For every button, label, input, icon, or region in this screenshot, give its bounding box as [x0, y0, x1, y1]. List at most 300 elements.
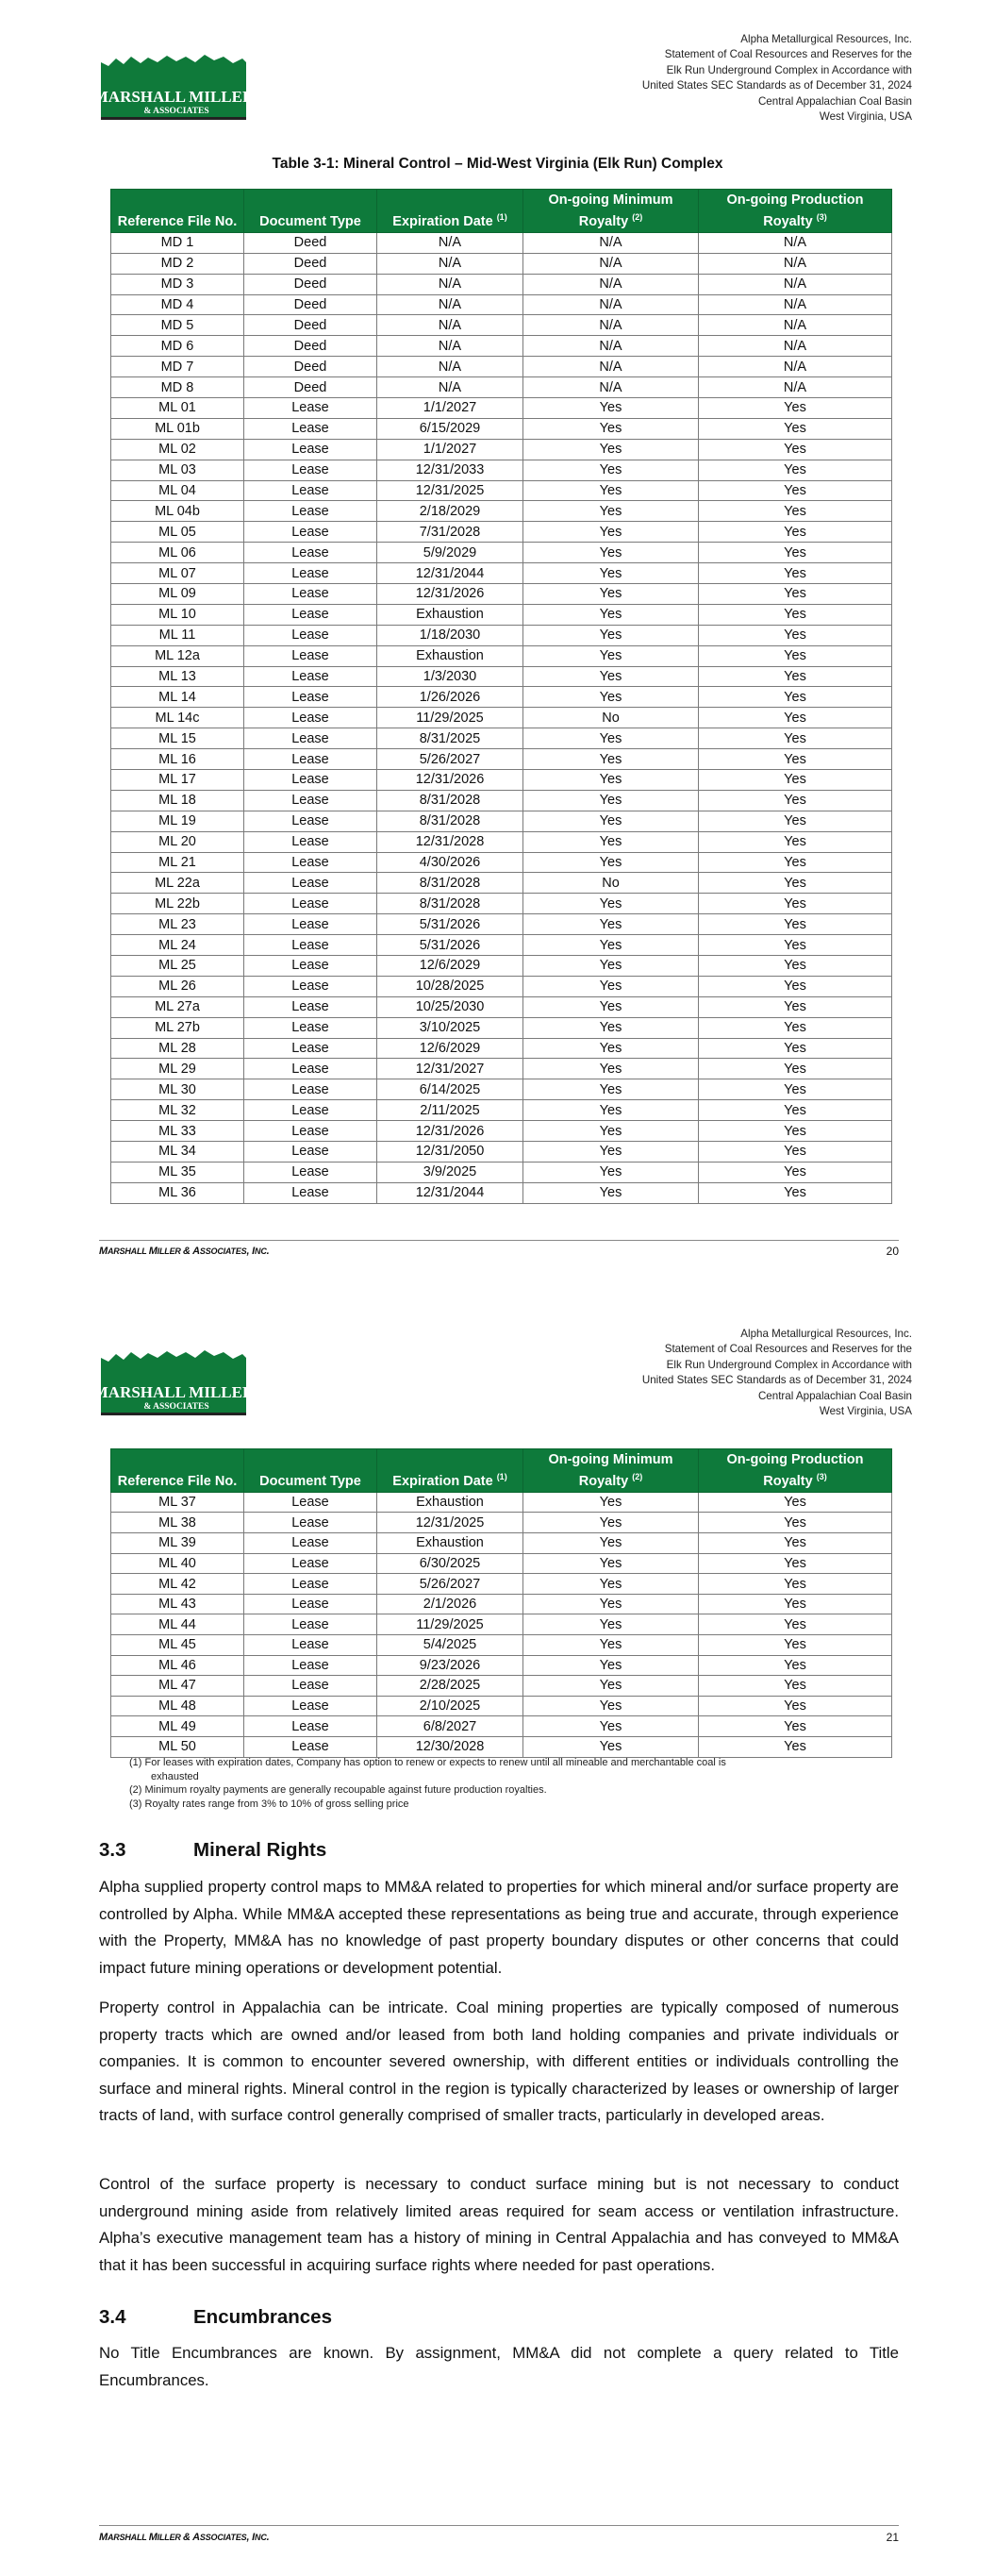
table-row — [111, 1038, 892, 1059]
cell-expiration-date: 7/31/2028 — [377, 522, 523, 543]
cell-expiration-date: 5/4/2025 — [377, 1634, 523, 1655]
cell-minimum-royalty: Yes — [523, 543, 699, 563]
cell-production-royalty: N/A — [699, 294, 892, 315]
table-row — [111, 852, 892, 873]
cell-document-type: Deed — [244, 336, 377, 357]
table-row — [111, 501, 892, 522]
cell-minimum-royalty: Yes — [523, 852, 699, 873]
cell-document-type: Lease — [244, 666, 377, 687]
table-row — [111, 397, 892, 418]
cell-expiration-date: N/A — [377, 232, 523, 253]
section-heading-encumbrances: 3.4 Encumbrances — [99, 2306, 332, 2328]
cell-reference: ML 02 — [111, 439, 244, 460]
table-row — [111, 315, 892, 336]
cell-reference: ML 37 — [111, 1492, 244, 1513]
cell-minimum-royalty: Yes — [523, 604, 699, 625]
cell-production-royalty: Yes — [699, 831, 892, 852]
cell-expiration-date: 1/26/2026 — [377, 687, 523, 708]
cell-production-royalty: Yes — [699, 852, 892, 873]
cell-expiration-date: 12/31/2027 — [377, 1059, 523, 1079]
cell-minimum-royalty: Yes — [523, 894, 699, 914]
cell-document-type: Lease — [244, 1182, 377, 1203]
cell-expiration-date: 1/1/2027 — [377, 397, 523, 418]
cell-production-royalty: Yes — [699, 811, 892, 831]
logo-text-top: MARSHALL MILLER — [99, 88, 248, 106]
cell-document-type: Lease — [244, 852, 377, 873]
header-line: Alpha Metallurgical Resources, Inc. — [740, 1328, 912, 1340]
cell-reference: ML 39 — [111, 1533, 244, 1554]
cell-expiration-date: 12/31/2025 — [377, 1513, 523, 1533]
cell-minimum-royalty: Yes — [523, 1696, 699, 1716]
paragraph: Control of the surface property is necessary to conduct surface mining but is not necessary to conduct underground mining aside from relatively limited areas required for seam access or ventilation infrastructure. Alpha’s executive management team has a history of mining in Central Appalachia and has conveyed to MM&A that it has been successful in acquiring surface rights where needed for past operations. — [99, 2175, 899, 2274]
cell-expiration-date: N/A — [377, 253, 523, 274]
column-header-expiration-date: Expiration Date $^{(1)}$ — [377, 190, 523, 233]
cell-minimum-royalty: Yes — [523, 439, 699, 460]
cell-document-type: Lease — [244, 687, 377, 708]
cell-reference: MD 8 — [111, 377, 244, 398]
cell-production-royalty: Yes — [699, 749, 892, 770]
cell-minimum-royalty: Yes — [523, 1182, 699, 1203]
cell-document-type: Lease — [244, 873, 377, 894]
cell-minimum-royalty: Yes — [523, 1017, 699, 1038]
cell-reference: ML 27a — [111, 996, 244, 1017]
cell-minimum-royalty: N/A — [523, 294, 699, 315]
cell-document-type: Lease — [244, 749, 377, 770]
cell-minimum-royalty: Yes — [523, 666, 699, 687]
column-header-production-royalty: On-going Production Royalty $^{(3)}$ — [699, 190, 892, 233]
cell-document-type: Lease — [244, 583, 377, 604]
cell-expiration-date: 2/10/2025 — [377, 1696, 523, 1716]
cell-document-type: Lease — [244, 1100, 377, 1121]
column-header-minimum-royalty: On-going Minimum Royalty $^{(2)}$ — [523, 1449, 699, 1493]
cell-reference: ML 45 — [111, 1634, 244, 1655]
cell-reference: ML 36 — [111, 1182, 244, 1203]
cell-reference: ML 15 — [111, 728, 244, 749]
cell-document-type: Lease — [244, 1079, 377, 1100]
table-row — [111, 976, 892, 996]
cell-production-royalty: Yes — [699, 956, 892, 977]
cell-reference: MD 4 — [111, 294, 244, 315]
cell-expiration-date: 8/31/2028 — [377, 790, 523, 811]
cell-minimum-royalty: Yes — [523, 397, 699, 418]
marshall-miller-logo — [99, 1345, 248, 1424]
paragraph: Alpha supplied property control maps to MM&A related to properties for which mineral and/or surface property are controlled by Alpha. While MM&A accepted these representations as being true and accurate, through experience with the Property, MM&A has no knowledge of past property boundary disputes or other concerns that could impact future mining operations or development potential. — [99, 1878, 899, 1977]
cell-minimum-royalty: Yes — [523, 996, 699, 1017]
cell-production-royalty: Yes — [699, 1574, 892, 1595]
cell-document-type: Lease — [244, 1038, 377, 1059]
cell-document-type: Lease — [244, 1121, 377, 1142]
header-line: United States SEC Standards as of December 31, 2024 — [641, 79, 912, 92]
cell-reference: ML 11 — [111, 625, 244, 645]
paragraph: No Title Encumbrances are known. By assignment, MM&A did not complete a query related to Title Encumbrances. — [99, 2344, 899, 2389]
cell-minimum-royalty: Yes — [523, 1736, 699, 1757]
footnote-2: (2) Minimum royalty payments are generally recoupable against future production royalties. — [129, 1784, 547, 1796]
table-row — [111, 1676, 892, 1697]
cell-document-type: Lease — [244, 790, 377, 811]
cell-expiration-date: 12/31/2026 — [377, 769, 523, 790]
cell-expiration-date: 2/1/2026 — [377, 1594, 523, 1614]
cell-expiration-date: 12/31/2044 — [377, 1182, 523, 1203]
cell-document-type: Lease — [244, 811, 377, 831]
cell-production-royalty: Yes — [699, 1182, 892, 1203]
cell-expiration-date: 12/31/2026 — [377, 583, 523, 604]
cell-expiration-date: 12/30/2028 — [377, 1736, 523, 1757]
cell-expiration-date: N/A — [377, 315, 523, 336]
cell-reference: ML 01 — [111, 397, 244, 418]
header-line: Elk Run Underground Complex in Accordance with — [666, 1358, 912, 1371]
table-row — [111, 935, 892, 956]
table-row — [111, 1574, 892, 1595]
table-header-row — [111, 1449, 892, 1493]
cell-production-royalty: Yes — [699, 996, 892, 1017]
cell-minimum-royalty: Yes — [523, 728, 699, 749]
table-row — [111, 1614, 892, 1635]
cell-production-royalty: Yes — [699, 1162, 892, 1182]
cell-expiration-date: 12/31/2044 — [377, 563, 523, 584]
cell-minimum-royalty: Yes — [523, 831, 699, 852]
cell-expiration-date: 1/18/2030 — [377, 625, 523, 645]
cell-expiration-date: N/A — [377, 294, 523, 315]
footer-rule — [99, 1240, 899, 1241]
cell-document-type: Deed — [244, 232, 377, 253]
cell-production-royalty: Yes — [699, 1121, 892, 1142]
cell-production-royalty: Yes — [699, 728, 892, 749]
header-line: Elk Run Underground Complex in Accordance with — [666, 63, 912, 76]
cell-production-royalty: Yes — [699, 914, 892, 935]
cell-expiration-date: N/A — [377, 357, 523, 377]
table-footnotes — [129, 1756, 884, 1811]
cell-expiration-date: Exhaustion — [377, 1533, 523, 1554]
cell-document-type: Lease — [244, 418, 377, 439]
cell-minimum-royalty: Yes — [523, 976, 699, 996]
column-header-document-type: Document Type — [244, 190, 377, 233]
cell-production-royalty: Yes — [699, 522, 892, 543]
cell-production-royalty: Yes — [699, 687, 892, 708]
cell-expiration-date: 6/14/2025 — [377, 1079, 523, 1100]
cell-production-royalty: N/A — [699, 315, 892, 336]
cell-minimum-royalty: Yes — [523, 1594, 699, 1614]
cell-minimum-royalty: Yes — [523, 522, 699, 543]
cell-reference: ML 14c — [111, 708, 244, 728]
cell-expiration-date: 12/6/2029 — [377, 956, 523, 977]
cell-reference: ML 32 — [111, 1100, 244, 1121]
table-row — [111, 1513, 892, 1533]
cell-production-royalty: Yes — [699, 1492, 892, 1513]
cell-document-type: Lease — [244, 645, 377, 666]
cell-production-royalty: N/A — [699, 336, 892, 357]
cell-reference: ML 28 — [111, 1038, 244, 1059]
table-row — [111, 873, 892, 894]
table-row — [111, 1655, 892, 1676]
cell-expiration-date: 4/30/2026 — [377, 852, 523, 873]
mineral-control-table — [110, 189, 892, 1204]
cell-minimum-royalty: Yes — [523, 501, 699, 522]
cell-minimum-royalty: Yes — [523, 1655, 699, 1676]
table-row — [111, 1634, 892, 1655]
table-row — [111, 831, 892, 852]
table-row — [111, 790, 892, 811]
cell-minimum-royalty: Yes — [523, 1553, 699, 1574]
cell-reference: MD 1 — [111, 232, 244, 253]
cell-document-type: Lease — [244, 460, 377, 480]
cell-expiration-date: 12/31/2028 — [377, 831, 523, 852]
cell-expiration-date: 10/25/2030 — [377, 996, 523, 1017]
header-line: United States SEC Standards as of December 31, 2024 — [641, 1374, 912, 1387]
cell-expiration-date: 5/9/2029 — [377, 543, 523, 563]
cell-production-royalty: Yes — [699, 976, 892, 996]
cell-document-type: Lease — [244, 894, 377, 914]
header-line: Statement of Coal Resources and Reserves for the — [664, 1343, 912, 1356]
cell-document-type: Deed — [244, 377, 377, 398]
cell-production-royalty: Yes — [699, 1634, 892, 1655]
table-row — [111, 1696, 892, 1716]
cell-production-royalty: Yes — [699, 604, 892, 625]
table-row — [111, 377, 892, 398]
cell-document-type: Lease — [244, 831, 377, 852]
cell-reference: ML 25 — [111, 956, 244, 977]
cell-minimum-royalty: Yes — [523, 645, 699, 666]
cell-production-royalty: N/A — [699, 274, 892, 294]
cell-reference: ML 22b — [111, 894, 244, 914]
cell-minimum-royalty: No — [523, 873, 699, 894]
cell-minimum-royalty: Yes — [523, 1100, 699, 1121]
table-row — [111, 1121, 892, 1142]
cell-reference: ML 43 — [111, 1594, 244, 1614]
cell-reference: ML 12a — [111, 645, 244, 666]
cell-document-type: Lease — [244, 914, 377, 935]
cell-production-royalty: N/A — [699, 377, 892, 398]
cell-reference: ML 48 — [111, 1696, 244, 1716]
cell-document-type: Lease — [244, 625, 377, 645]
cell-document-type: Lease — [244, 1017, 377, 1038]
cell-production-royalty: Yes — [699, 1513, 892, 1533]
cell-production-royalty: Yes — [699, 1655, 892, 1676]
cell-document-type: Lease — [244, 956, 377, 977]
cell-minimum-royalty: N/A — [523, 253, 699, 274]
cell-production-royalty: Yes — [699, 708, 892, 728]
cell-minimum-royalty: N/A — [523, 315, 699, 336]
table-row — [111, 418, 892, 439]
footer-rule — [99, 2525, 899, 2526]
table-row — [111, 996, 892, 1017]
cell-reference: ML 24 — [111, 935, 244, 956]
cell-document-type: Lease — [244, 1594, 377, 1614]
cell-production-royalty: Yes — [699, 935, 892, 956]
cell-document-type: Lease — [244, 1574, 377, 1595]
cell-reference: MD 2 — [111, 253, 244, 274]
table-row — [111, 583, 892, 604]
footnote-1-continued: exhausted — [151, 1770, 199, 1782]
cell-minimum-royalty: Yes — [523, 1059, 699, 1079]
cell-reference: MD 3 — [111, 274, 244, 294]
cell-reference: ML 04 — [111, 480, 244, 501]
cell-minimum-royalty: N/A — [523, 357, 699, 377]
footer-company: MARSHALL MILLER & ASSOCIATES, INC. — [99, 2532, 270, 2543]
cell-minimum-royalty: Yes — [523, 418, 699, 439]
cell-expiration-date: 3/9/2025 — [377, 1162, 523, 1182]
table-row — [111, 604, 892, 625]
cell-expiration-date: 5/31/2026 — [377, 935, 523, 956]
cell-document-type: Lease — [244, 1716, 377, 1737]
header-line: Statement of Coal Resources and Reserves for the — [664, 48, 912, 61]
table-row — [111, 1553, 892, 1574]
cell-document-type: Lease — [244, 769, 377, 790]
table-row — [111, 1059, 892, 1079]
cell-expiration-date: 6/30/2025 — [377, 1553, 523, 1574]
cell-reference: ML 47 — [111, 1676, 244, 1697]
cell-production-royalty: Yes — [699, 583, 892, 604]
cell-production-royalty: Yes — [699, 645, 892, 666]
cell-document-type: Lease — [244, 1513, 377, 1533]
table-row — [111, 1533, 892, 1554]
cell-minimum-royalty: N/A — [523, 336, 699, 357]
cell-production-royalty: N/A — [699, 253, 892, 274]
cell-document-type: Lease — [244, 1696, 377, 1716]
paragraph: Property control in Appalachia can be intricate. Coal mining properties are typically composed of numerous property tracts which are owned and/or leased from both land holding companies and private individuals or companies. It is common to encounter severed ownership, with different entities or individuals controlling the surface and mineral rights. Mineral control in the region is typically characterized by leases or ownership of larger tracts of land, with surface control generally comprised of smaller tracts, particularly in developed areas. — [99, 1999, 899, 2125]
page-number: 21 — [886, 2531, 899, 2544]
cell-expiration-date: 2/18/2029 — [377, 501, 523, 522]
cell-document-type: Lease — [244, 480, 377, 501]
cell-production-royalty: Yes — [699, 397, 892, 418]
cell-production-royalty: Yes — [699, 1059, 892, 1079]
cell-expiration-date: 6/8/2027 — [377, 1716, 523, 1737]
cell-production-royalty: Yes — [699, 1100, 892, 1121]
marshall-miller-logo — [99, 49, 248, 128]
cell-minimum-royalty: Yes — [523, 1513, 699, 1533]
cell-expiration-date: Exhaustion — [377, 645, 523, 666]
cell-production-royalty: Yes — [699, 1533, 892, 1554]
cell-expiration-date: 5/26/2027 — [377, 1574, 523, 1595]
table-row — [111, 1017, 892, 1038]
header-line: Central Appalachian Coal Basin — [757, 94, 912, 108]
table-row — [111, 894, 892, 914]
cell-production-royalty: Yes — [699, 439, 892, 460]
page-number: 20 — [886, 1245, 899, 1258]
cell-production-royalty: Yes — [699, 1594, 892, 1614]
cell-production-royalty: Yes — [699, 1038, 892, 1059]
header-line: West Virginia, USA — [819, 1405, 912, 1418]
cell-document-type: Lease — [244, 996, 377, 1017]
cell-production-royalty: Yes — [699, 480, 892, 501]
cell-production-royalty: Yes — [699, 1142, 892, 1163]
table-row — [111, 625, 892, 645]
cell-reference: ML 13 — [111, 666, 244, 687]
cell-production-royalty: Yes — [699, 625, 892, 645]
table-row — [111, 1716, 892, 1737]
table-row — [111, 294, 892, 315]
cell-minimum-royalty: Yes — [523, 563, 699, 584]
cell-expiration-date: 5/31/2026 — [377, 914, 523, 935]
mineral-control-table-continued — [110, 1448, 892, 1758]
cell-production-royalty: Yes — [699, 790, 892, 811]
header-line: West Virginia, USA — [819, 110, 912, 124]
logo-text-bottom: & ASSOCIATES — [143, 1402, 209, 1412]
cell-minimum-royalty: Yes — [523, 1492, 699, 1513]
cell-expiration-date: 8/31/2028 — [377, 811, 523, 831]
cell-document-type: Lease — [244, 1553, 377, 1574]
cell-minimum-royalty: Yes — [523, 583, 699, 604]
table-row — [111, 1492, 892, 1513]
cell-expiration-date: 5/26/2027 — [377, 749, 523, 770]
footnote-3: (3) Royalty rates range from 3% to 10% of gross selling price — [129, 1798, 409, 1810]
cell-minimum-royalty: Yes — [523, 480, 699, 501]
cell-reference: ML 16 — [111, 749, 244, 770]
cell-reference: ML 49 — [111, 1716, 244, 1737]
table-row — [111, 232, 892, 253]
cell-reference: ML 20 — [111, 831, 244, 852]
cell-reference: ML 21 — [111, 852, 244, 873]
cell-minimum-royalty: Yes — [523, 460, 699, 480]
cell-reference: ML 04b — [111, 501, 244, 522]
cell-document-type: Lease — [244, 604, 377, 625]
cell-minimum-royalty: Yes — [523, 1574, 699, 1595]
cell-reference: ML 46 — [111, 1655, 244, 1676]
table-row — [111, 253, 892, 274]
cell-reference: ML 50 — [111, 1736, 244, 1757]
table-row — [111, 769, 892, 790]
cell-minimum-royalty: Yes — [523, 1634, 699, 1655]
cell-expiration-date: 12/31/2026 — [377, 1121, 523, 1142]
cell-document-type: Deed — [244, 253, 377, 274]
cell-expiration-date: Exhaustion — [377, 1492, 523, 1513]
cell-expiration-date: 3/10/2025 — [377, 1017, 523, 1038]
cell-minimum-royalty: N/A — [523, 377, 699, 398]
table-row — [111, 460, 892, 480]
section-heading-mineral-rights: 3.3 Mineral Rights — [99, 1839, 327, 1861]
table-row — [111, 728, 892, 749]
table-row — [111, 1182, 892, 1203]
cell-document-type: Deed — [244, 294, 377, 315]
cell-production-royalty: Yes — [699, 501, 892, 522]
cell-expiration-date: 8/31/2025 — [377, 728, 523, 749]
cell-document-type: Lease — [244, 1162, 377, 1182]
cell-production-royalty: N/A — [699, 232, 892, 253]
cell-expiration-date: N/A — [377, 377, 523, 398]
table-row — [111, 811, 892, 831]
cell-minimum-royalty: Yes — [523, 935, 699, 956]
cell-expiration-date: 12/31/2050 — [377, 1142, 523, 1163]
cell-production-royalty: Yes — [699, 1079, 892, 1100]
cell-production-royalty: Yes — [699, 1696, 892, 1716]
cell-production-royalty: Yes — [699, 1736, 892, 1757]
cell-minimum-royalty: Yes — [523, 914, 699, 935]
cell-minimum-royalty: Yes — [523, 625, 699, 645]
table-row — [111, 645, 892, 666]
cell-reference: ML 05 — [111, 522, 244, 543]
column-header-document-type: Document Type — [244, 1449, 377, 1493]
cell-minimum-royalty: Yes — [523, 687, 699, 708]
cell-expiration-date: 6/15/2029 — [377, 418, 523, 439]
cell-reference: MD 7 — [111, 357, 244, 377]
cell-production-royalty: Yes — [699, 894, 892, 914]
table-row — [111, 480, 892, 501]
table-row — [111, 563, 892, 584]
cell-minimum-royalty: Yes — [523, 1614, 699, 1635]
cell-reference: ML 03 — [111, 460, 244, 480]
cell-expiration-date: 9/23/2026 — [377, 1655, 523, 1676]
cell-production-royalty: Yes — [699, 1553, 892, 1574]
cell-reference: ML 22a — [111, 873, 244, 894]
cell-reference: ML 01b — [111, 418, 244, 439]
cell-expiration-date: 1/3/2030 — [377, 666, 523, 687]
cell-production-royalty: Yes — [699, 1676, 892, 1697]
cell-reference: ML 18 — [111, 790, 244, 811]
cell-production-royalty: Yes — [699, 1017, 892, 1038]
cell-minimum-royalty: Yes — [523, 1142, 699, 1163]
logo-text-bottom: & ASSOCIATES — [143, 107, 209, 116]
header-line: Alpha Metallurgical Resources, Inc. — [740, 33, 912, 45]
cell-minimum-royalty: Yes — [523, 956, 699, 977]
